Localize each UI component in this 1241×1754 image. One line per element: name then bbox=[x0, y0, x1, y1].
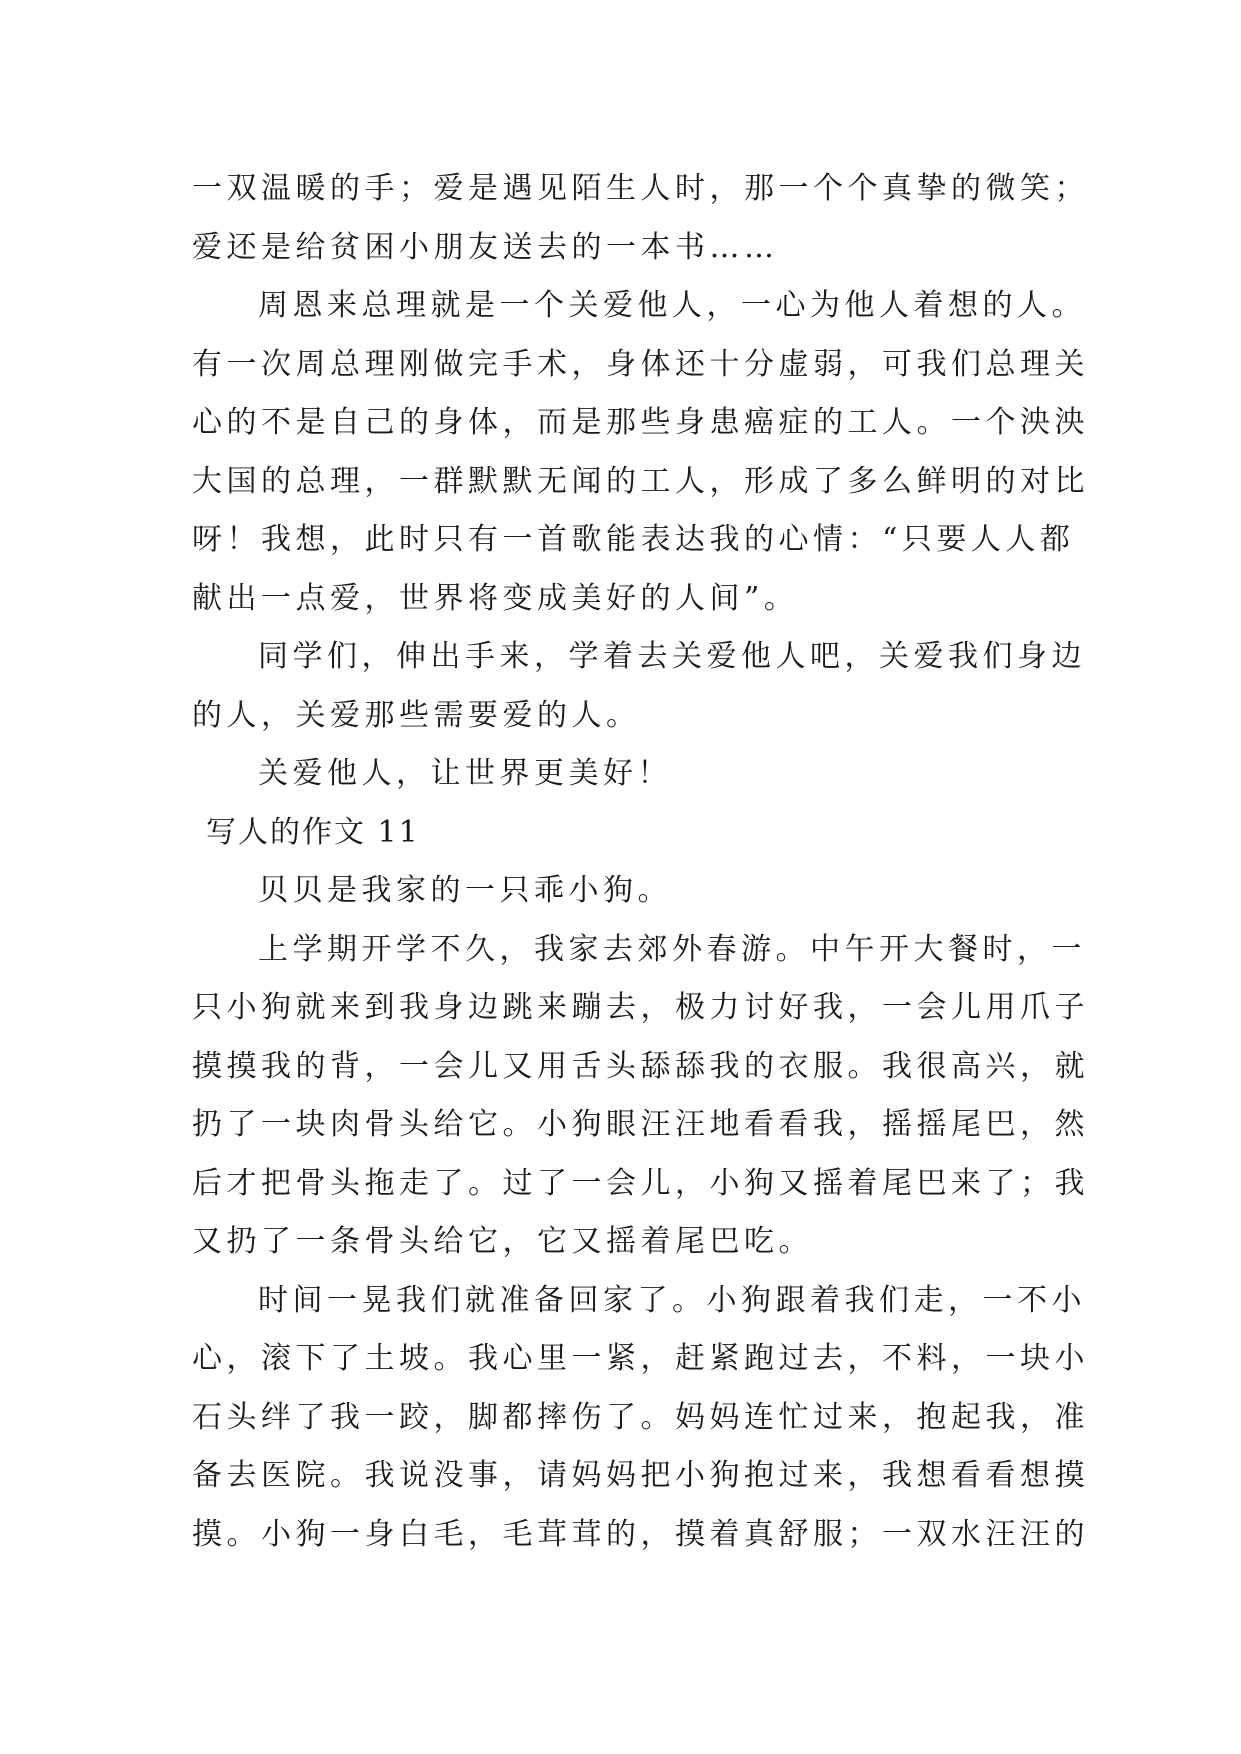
text-line: 的人，关爱那些需要爱的人。 bbox=[192, 697, 641, 733]
text-line: 心，滚下了土坡。我心里一紧，赶紧跑过去，不料，一块小 bbox=[192, 1341, 1089, 1376]
text-line: 大国的总理，一群默默无闻的工人，形成了多么鲜明的对比 bbox=[192, 463, 1089, 499]
text-line: 爱还是给贫困小朋友送去的一本书…… bbox=[192, 229, 779, 265]
paragraph-start-line: 关爱他人，让世界更美好！ bbox=[258, 756, 672, 791]
document-page bbox=[192, 160, 1089, 1564]
text-line: 摸摸我的背，一会儿又用舌头舔舔我的衣服。我很高兴，就 bbox=[192, 1048, 1089, 1084]
text-line: 呀！我想，此时只有一首歌能表达我的心情：“只要人人都 bbox=[192, 522, 1075, 557]
paragraph-start-line: 上学期开学不久，我家去郊外春游。中午开大餐时，一 bbox=[258, 931, 1086, 967]
section-heading: 写人的作文 11 bbox=[206, 814, 420, 850]
text-line: 摸。小狗一身白毛，毛茸茸的，摸着真舒服；一双水汪汪的 bbox=[192, 1516, 1089, 1552]
paragraph-start-line: 同学们，伸出手来，学着去关爱他人吧，关爱我们身边 bbox=[258, 639, 1086, 674]
text-line: 心的不是自己的身体，而是那些身患癌症的工人。一个泱泱 bbox=[192, 405, 1089, 440]
text-line: 备去医院。我说没事，请妈妈把小狗抱过来，我想看看想摸 bbox=[192, 1458, 1089, 1493]
text-line: 只小狗就来到我身边跳来蹦去，极力讨好我，一会儿用爪子 bbox=[192, 990, 1089, 1025]
text-line: 一双温暖的手；爱是遇见陌生人时，那一个个真挚的微笑； bbox=[192, 171, 1089, 206]
text-line: 献出一点爱，世界将变成美好的人间”。 bbox=[192, 580, 799, 616]
text-line: 有一次周总理刚做完手术，身体还十分虚弱，可我们总理关 bbox=[192, 346, 1089, 382]
paragraph-start-line: 贝贝是我家的一只乖小狗。 bbox=[258, 873, 672, 908]
paragraph-start-line: 周恩来总理就是一个关爱他人，一心为他人着想的人。 bbox=[258, 288, 1086, 323]
text-line: 石头绊了我一跤，脚都摔伤了。妈妈连忙过来，抱起我，准 bbox=[192, 1399, 1089, 1435]
paragraph-start-line: 时间一晃我们就准备回家了。小狗跟着我们走，一不小 bbox=[258, 1282, 1086, 1318]
text-line: 后才把骨头拖走了。过了一会儿，小狗又摇着尾巴来了；我 bbox=[192, 1165, 1089, 1201]
text-line: 又扔了一条骨头给它，它又摇着尾巴吃。 bbox=[192, 1224, 813, 1259]
text-line: 扔了一块肉骨头给它。小狗眼汪汪地看看我，摇摇尾巴，然 bbox=[192, 1107, 1089, 1142]
